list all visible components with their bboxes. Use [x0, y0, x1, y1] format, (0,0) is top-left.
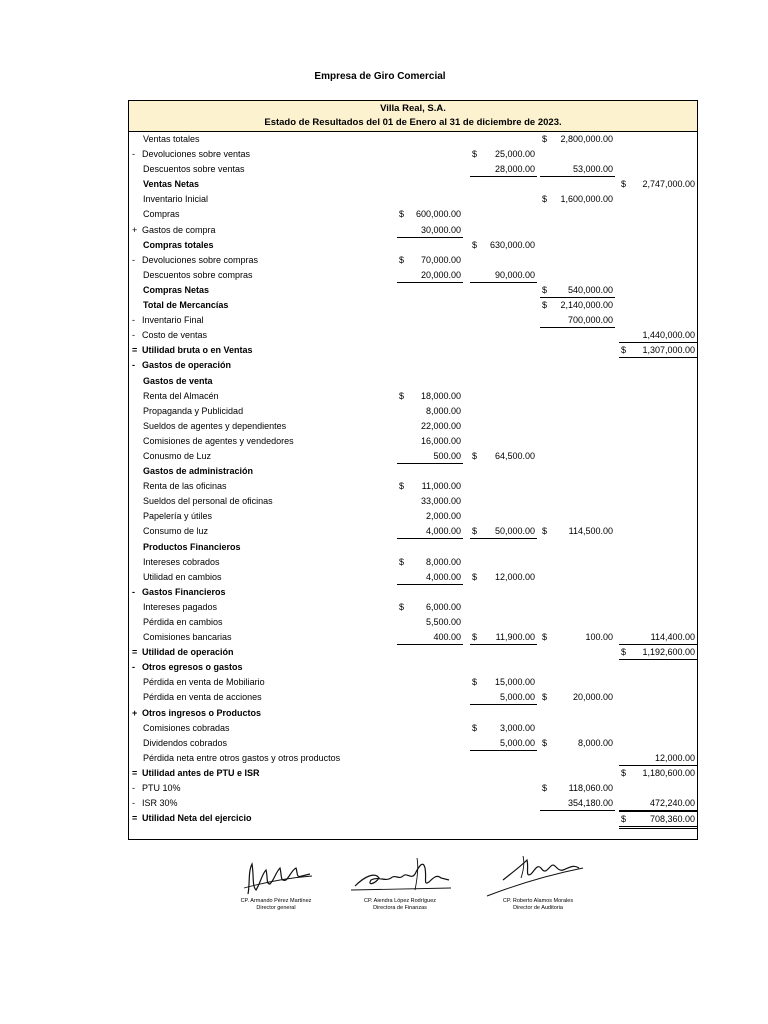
currency-symbol: $ — [621, 647, 627, 658]
statement-rows — [129, 132, 697, 826]
amount-cell — [619, 645, 697, 660]
amount-cell — [540, 162, 615, 177]
statement-row — [129, 570, 697, 585]
currency-symbol: $ — [542, 692, 548, 703]
row-label: Otros egresos o gastos — [142, 662, 243, 673]
row-label: Comisiones cobradas — [143, 722, 230, 733]
amount-value: 6,000.00 — [425, 601, 461, 612]
row-label: Conusmo de Luz — [143, 450, 212, 461]
amount-value: 70,000.00 — [420, 254, 461, 265]
amount-cell — [619, 343, 697, 358]
row-label: Pérdida en venta de acciones — [143, 692, 262, 703]
row-label: Compras totales — [143, 239, 214, 250]
amount-cell — [397, 509, 463, 523]
row-label: Productos Financieros — [143, 541, 241, 552]
currency-symbol: $ — [472, 149, 478, 160]
statement-row — [129, 238, 697, 253]
amount-cell — [397, 389, 463, 403]
row-label: Pérdida en venta de Mobiliario — [143, 677, 265, 688]
currency-symbol: $ — [542, 194, 548, 205]
amount-value: 118,060.00 — [568, 783, 613, 794]
amount-value: 1,600,000.00 — [560, 194, 613, 205]
amount-cell — [397, 207, 463, 221]
row-label: Intereses pagados — [143, 601, 218, 612]
amount-value: 5,500.00 — [425, 617, 461, 627]
amount-value: 708,360.00 — [649, 814, 695, 825]
currency-symbol: $ — [399, 601, 405, 612]
row-operator: - — [132, 662, 135, 673]
amount-value: 1,307,000.00 — [642, 345, 695, 356]
amount-value: 354,180.00 — [567, 798, 613, 809]
statement-row — [129, 449, 697, 464]
statement-row — [129, 434, 697, 449]
row-label: Devoluciones sobre ventas — [142, 149, 251, 160]
row-label: Gastos de compra — [142, 224, 216, 235]
amount-value: 8,000.00 — [425, 556, 461, 567]
amount-value: 600,000.00 — [415, 209, 461, 220]
row-label: Renta de las oficinas — [143, 481, 227, 492]
amount-cell — [397, 419, 463, 433]
amount-value: 400.00 — [433, 632, 461, 643]
row-label: Pérdida en cambios — [143, 617, 223, 627]
currency-symbol: $ — [472, 722, 478, 733]
row-label: Utilidad antes de PTU e ISR — [142, 767, 260, 778]
amount-cell — [540, 736, 615, 750]
amount-cell — [540, 630, 615, 644]
amount-value: 12,000.00 — [654, 752, 695, 763]
row-label: Gastos Financieros — [142, 586, 226, 597]
amount-cell — [540, 298, 615, 312]
statement-row — [129, 630, 697, 645]
company-title: Empresa de Giro Comercial — [314, 71, 446, 82]
amount-value: 8,000.00 — [577, 737, 613, 748]
amount-cell — [619, 177, 697, 191]
row-label: Comisiones bancarias — [143, 632, 232, 643]
amount-cell — [397, 494, 463, 508]
amount-cell — [397, 404, 463, 418]
row-label: Renta del Almacén — [143, 390, 219, 401]
signer-name: CP. Aiendra López Rodríguez — [363, 898, 437, 904]
statement-title: Estado de Resultados del 01 de Enero al 31 de diciembre de 2023. — [264, 117, 562, 128]
amount-cell — [540, 313, 615, 328]
row-label: Inventario Final — [142, 315, 204, 326]
amount-value: 18,000.00 — [420, 390, 461, 401]
amount-cell — [540, 192, 615, 206]
row-operator: - — [132, 149, 135, 160]
statement-row — [129, 721, 697, 736]
amount-value: 1,440,000.00 — [642, 330, 695, 341]
statement-row — [129, 298, 697, 313]
row-operator: - — [132, 783, 135, 794]
currency-symbol: $ — [399, 254, 405, 265]
amount-value: 1,180,600.00 — [642, 767, 695, 778]
statement-row — [129, 585, 697, 600]
statement-row — [129, 283, 697, 298]
row-operator: + — [132, 707, 138, 718]
amount-value: 22,000.00 — [420, 420, 461, 431]
statement-row — [129, 751, 697, 766]
amount-cell — [619, 630, 697, 645]
amount-cell — [397, 268, 463, 283]
statement-row — [129, 509, 697, 524]
amount-value: 2,140,000.00 — [560, 300, 613, 311]
currency-symbol: $ — [542, 134, 548, 144]
currency-symbol: $ — [621, 345, 627, 356]
handwritten-signature-icon — [236, 854, 316, 898]
statement-row — [129, 268, 697, 283]
row-label: Pérdida neta entre otros gastos y otros productos — [143, 752, 341, 763]
row-label: Devoluciones sobre compras — [142, 254, 259, 265]
amount-cell — [470, 736, 537, 751]
row-operator: - — [132, 315, 135, 326]
currency-symbol: $ — [399, 556, 405, 567]
row-operator: = — [132, 647, 138, 658]
amount-value: 2,000.00 — [425, 511, 461, 522]
row-operator: = — [132, 813, 138, 824]
statement-row — [129, 645, 697, 660]
amount-cell — [470, 268, 537, 283]
row-operator: - — [132, 798, 135, 809]
currency-symbol: $ — [542, 783, 548, 794]
currency-symbol: $ — [472, 526, 478, 537]
signer-role: Directora de Finanzas — [373, 905, 427, 911]
statement-row — [129, 177, 697, 192]
statement-row — [129, 796, 697, 811]
amount-value: 28,000.00 — [494, 164, 535, 175]
statement-row — [129, 404, 697, 419]
signature-block — [0, 850, 768, 940]
amount-value: 30,000.00 — [420, 224, 461, 235]
statement-row — [129, 675, 697, 690]
amount-value: 25,000.00 — [494, 149, 535, 160]
amount-value: 5,000.00 — [499, 737, 535, 748]
statement-row — [129, 494, 697, 509]
handwritten-signature-icon — [483, 850, 593, 898]
row-label: Gastos de operación — [142, 360, 232, 371]
amount-cell — [540, 132, 615, 146]
amount-cell — [397, 555, 463, 569]
statement-row — [129, 389, 697, 404]
currency-symbol: $ — [472, 632, 478, 643]
currency-symbol: $ — [472, 571, 478, 582]
row-label: Utilidad bruta o en Ventas — [142, 345, 253, 356]
currency-symbol: $ — [472, 239, 478, 250]
amount-value: 2,747,000.00 — [642, 179, 695, 190]
currency-symbol: $ — [399, 390, 405, 401]
row-label: Gastos de venta — [143, 375, 213, 386]
amount-cell — [397, 524, 463, 539]
amount-value: 33,000.00 — [420, 496, 461, 507]
statement-row — [129, 736, 697, 751]
amount-value: 50,000.00 — [494, 526, 535, 537]
amount-cell — [397, 630, 463, 645]
signer-role: Director de Auditoria — [513, 905, 563, 911]
row-label: Otros ingresos o Productos — [142, 707, 262, 718]
statement-row — [129, 223, 697, 238]
row-label: Propaganda y Publicidad — [143, 405, 244, 416]
row-label: Descuentos sobre compras — [143, 269, 253, 280]
currency-symbol: $ — [621, 179, 627, 190]
amount-cell — [397, 434, 463, 448]
amount-cell — [470, 449, 537, 463]
amount-value: 90,000.00 — [494, 269, 535, 280]
statement-row — [129, 374, 697, 389]
amount-cell — [397, 615, 463, 629]
statement-row — [129, 690, 697, 705]
entity-name: Villa Real, S.A. — [380, 103, 446, 114]
statement-row — [129, 313, 697, 328]
signer-name: CP. Roberto Alamos Morales — [502, 898, 574, 904]
row-label: Compras — [143, 209, 180, 220]
amount-value: 16,000.00 — [420, 435, 461, 446]
row-label: Papelería y útiles — [143, 511, 213, 522]
amount-cell — [397, 570, 463, 585]
statement-row — [129, 766, 697, 781]
amount-value: 64,500.00 — [494, 450, 535, 461]
statement-row — [129, 706, 697, 721]
row-label: Sueldos del personal de oficinas — [143, 496, 273, 507]
amount-cell — [397, 253, 463, 267]
currency-symbol: $ — [542, 632, 548, 643]
row-operator: - — [132, 360, 135, 371]
row-label: Utilidad en cambios — [143, 571, 222, 582]
amount-value: 3,000.00 — [499, 722, 535, 733]
row-label: Descuentos sobre ventas — [143, 164, 245, 175]
row-label: Sueldos de agentes y dependientes — [143, 420, 287, 431]
amount-value: 630,000.00 — [489, 239, 535, 250]
signer-name: CP. Armando Pérez Martínez — [240, 898, 312, 904]
amount-cell — [470, 162, 537, 177]
row-operator: = — [132, 767, 138, 778]
statement-row — [129, 464, 697, 479]
currency-symbol: $ — [621, 767, 627, 778]
row-label: Ventas totales — [143, 134, 200, 144]
statement-row — [129, 343, 697, 358]
amount-cell — [397, 479, 463, 493]
amount-cell — [619, 811, 697, 829]
row-operator: = — [132, 345, 138, 356]
amount-value: 5,000.00 — [499, 692, 535, 703]
amount-value: 11,000.00 — [421, 481, 461, 492]
row-label: Utilidad Neta del ejercicio — [142, 813, 252, 824]
amount-value: 8,000.00 — [425, 405, 461, 416]
amount-cell — [470, 570, 537, 584]
income-statement — [128, 100, 698, 840]
amount-value: 114,500.00 — [568, 526, 613, 537]
statement-row — [129, 615, 697, 630]
amount-cell — [619, 328, 697, 343]
row-label: Gastos de administración — [143, 466, 254, 477]
amount-value: 114,400.00 — [650, 632, 695, 643]
row-operator: - — [132, 586, 135, 597]
amount-value: 4,000.00 — [425, 571, 461, 582]
signer-role: Director general — [256, 905, 296, 911]
amount-cell — [470, 675, 537, 689]
amount-cell — [397, 600, 463, 614]
amount-cell — [540, 690, 615, 704]
row-label: Consumo de luz — [143, 526, 209, 537]
amount-value: 4,000.00 — [425, 526, 461, 537]
currency-symbol: $ — [542, 737, 548, 748]
row-label: Intereses cobrados — [143, 556, 220, 567]
statement-row — [129, 600, 697, 615]
amount-value: 20,000.00 — [420, 269, 461, 280]
amount-value: 53,000.00 — [572, 164, 613, 175]
statement-header — [129, 101, 697, 132]
amount-value: 2,800,000.00 — [560, 134, 613, 144]
amount-value: 700,000.00 — [567, 315, 613, 326]
amount-value: 100.00 — [585, 632, 613, 643]
statement-row — [129, 358, 697, 373]
amount-cell — [397, 449, 463, 464]
statement-row — [129, 555, 697, 570]
row-operator: - — [132, 254, 135, 265]
statement-row — [129, 811, 697, 826]
amount-cell — [470, 238, 537, 252]
amount-cell — [470, 630, 537, 645]
amount-value: 500.00 — [433, 450, 461, 461]
statement-row — [129, 781, 697, 796]
amount-cell — [540, 524, 615, 538]
statement-row — [129, 524, 697, 539]
amount-value: 20,000.00 — [572, 692, 613, 703]
statement-row — [129, 479, 697, 494]
amount-value: 540,000.00 — [567, 284, 613, 295]
statement-row — [129, 328, 697, 343]
amount-cell — [397, 223, 463, 238]
row-label: Ventas Netas — [143, 179, 200, 190]
statement-row — [129, 540, 697, 555]
row-label: Inventario Inicial — [143, 194, 209, 205]
row-label: PTU 10% — [142, 783, 181, 794]
amount-value: 12,000.00 — [494, 571, 535, 582]
statement-row — [129, 419, 697, 434]
amount-value: 472,240.00 — [649, 798, 695, 809]
currency-symbol: $ — [472, 677, 478, 688]
statement-row — [129, 192, 697, 207]
handwritten-signature-icon — [345, 854, 455, 898]
amount-cell — [540, 283, 615, 298]
amount-cell — [619, 796, 697, 811]
row-label: Total de Mercancías — [143, 300, 229, 311]
amount-cell — [540, 781, 615, 795]
amount-cell — [470, 721, 537, 735]
statement-row — [129, 162, 697, 177]
amount-cell — [470, 524, 537, 539]
row-label: Costo de ventas — [142, 330, 208, 341]
row-operator: + — [132, 224, 138, 235]
row-operator: - — [132, 330, 135, 341]
currency-symbol: $ — [542, 526, 548, 537]
amount-cell — [470, 147, 537, 161]
row-label: Dividendos cobrados — [143, 737, 228, 748]
amount-value: 1,192,600.00 — [642, 647, 695, 658]
signature-audit-director — [478, 850, 598, 912]
statement-row — [129, 147, 697, 162]
row-label: Comisiones de agentes y vendedores — [143, 435, 294, 446]
row-label: Compras Netas — [143, 284, 210, 295]
amount-cell — [619, 751, 697, 766]
currency-symbol: $ — [542, 284, 548, 295]
row-label: Utilidad de operación — [142, 647, 234, 658]
amount-cell — [540, 796, 615, 811]
statement-row — [129, 207, 697, 222]
amount-value: 11,900.00 — [495, 632, 535, 643]
currency-symbol: $ — [399, 209, 405, 220]
signature-director-general — [226, 854, 326, 912]
currency-symbol: $ — [542, 300, 548, 311]
statement-row — [129, 132, 697, 147]
amount-cell — [619, 766, 697, 780]
amount-value: 15,000.00 — [494, 677, 535, 688]
currency-symbol: $ — [399, 481, 405, 492]
currency-symbol: $ — [472, 450, 478, 461]
currency-symbol: $ — [621, 814, 627, 825]
statement-row — [129, 253, 697, 268]
amount-cell — [470, 690, 537, 705]
signature-finance-director — [340, 854, 460, 912]
row-label: ISR 30% — [142, 798, 178, 809]
statement-row — [129, 660, 697, 675]
